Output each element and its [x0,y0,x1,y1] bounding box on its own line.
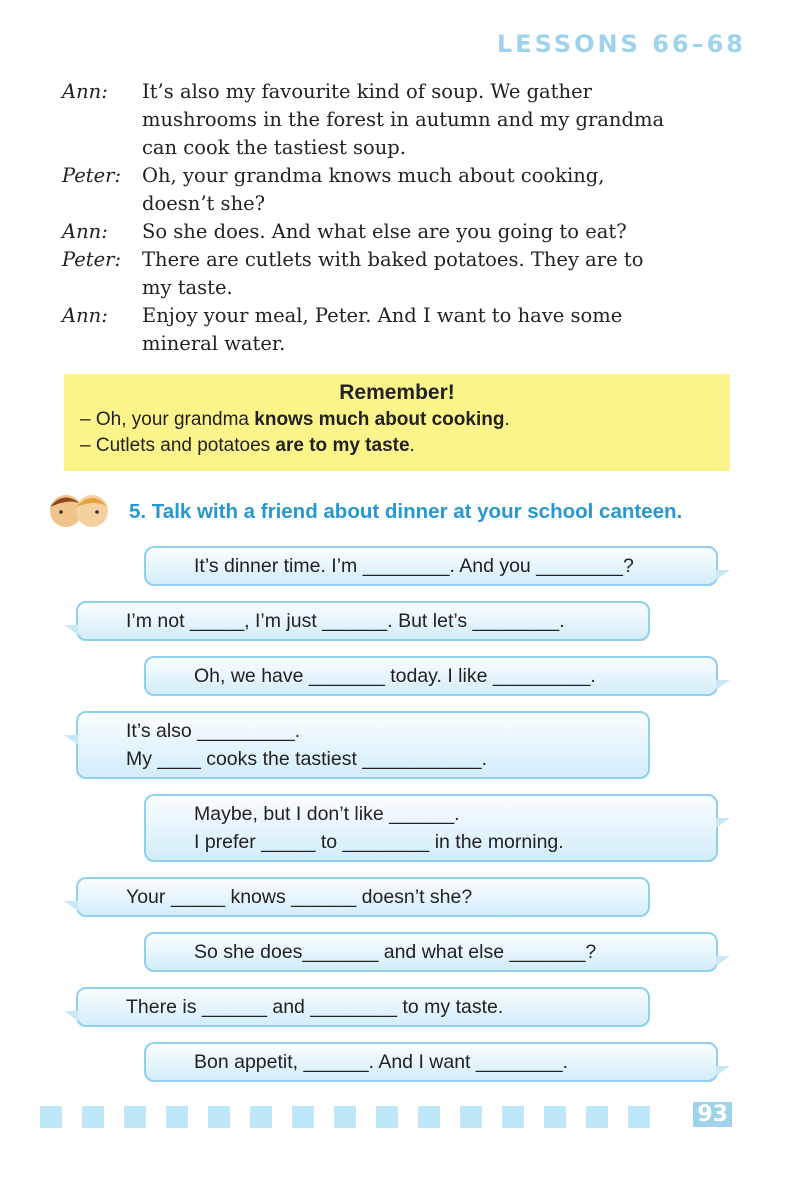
bubble-text: I’m not _____, I’m just ______. But let’s ________. [126,609,565,632]
speech-bubble [144,932,718,972]
bubble-text: There is ______ and ________ to my taste. [126,995,504,1018]
dialogue-line: doesn’t she? [142,192,266,215]
dialogue-line: There are cutlets with baked potatoes. They are to [142,248,644,271]
bubble-text: Your _____ knows ______ doesn’t she? [126,885,473,908]
dialogue-line: mushrooms in the forest in autumn and my grandma [142,108,665,131]
lessons-header: LESSONS 66–68 [496,30,746,58]
task-heading [44,487,744,537]
speech-bubble [144,794,718,862]
remember-item: – Cutlets and potatoes are to my taste. [80,435,415,456]
footer-decoration [40,1106,700,1128]
speaker-name: Ann: [62,304,108,327]
dialogue-line: Enjoy your meal, Peter. And I want to have some [142,304,623,327]
speech-bubble [76,711,650,779]
bubble-text: I prefer _____ to ________ in the morning. [194,831,564,853]
bubble-text: So she does_______ and what else _______? [194,940,597,963]
remember-box [64,374,730,471]
bubble-text: My ____ cooks the tastiest ___________. [126,748,487,770]
speech-bubble [144,656,718,696]
bubble-text: It’s also _________. [126,720,301,742]
speech-bubble [76,987,650,1027]
dialogue-line: So she does. And what else are you going to eat? [142,220,627,243]
speaker-name: Ann: [62,80,108,103]
speaker-name: Ann: [62,220,108,243]
dialogue [62,78,732,358]
speech-bubble [144,1042,718,1082]
remember-title: Remember! [339,381,455,404]
dialogue-line: mineral water. [142,332,286,355]
remember-item: – Oh, your grandma knows much about cooking. [80,409,510,430]
bubble-text: Bon appetit, ______. And I want ________. [194,1050,569,1073]
bubble-text: It’s dinner time. I’m ________. And you ________? [194,554,634,577]
page-number: 93 [693,1102,732,1127]
dialogue-line: It’s also my favourite kind of soup. We gather [142,80,592,103]
children-illustration-icon [44,487,124,537]
speaker-name: Peter: [62,164,122,187]
task-instruction: 5. Talk with a friend about dinner at your school canteen. [129,500,683,523]
dialogue-line: my taste. [142,276,233,299]
speech-bubble [144,546,718,586]
speaker-name: Peter: [62,248,122,271]
bubble-text: Oh, we have _______ today. I like _________. [194,664,596,687]
speech-bubble [76,877,650,917]
dialogue-line: can cook the tastiest soup. [142,136,406,159]
speech-bubble [76,601,650,641]
dialogue-line: Oh, your grandma knows much about cooking, [142,164,605,187]
bubble-text: Maybe, but I don’t like ______. [194,803,460,825]
